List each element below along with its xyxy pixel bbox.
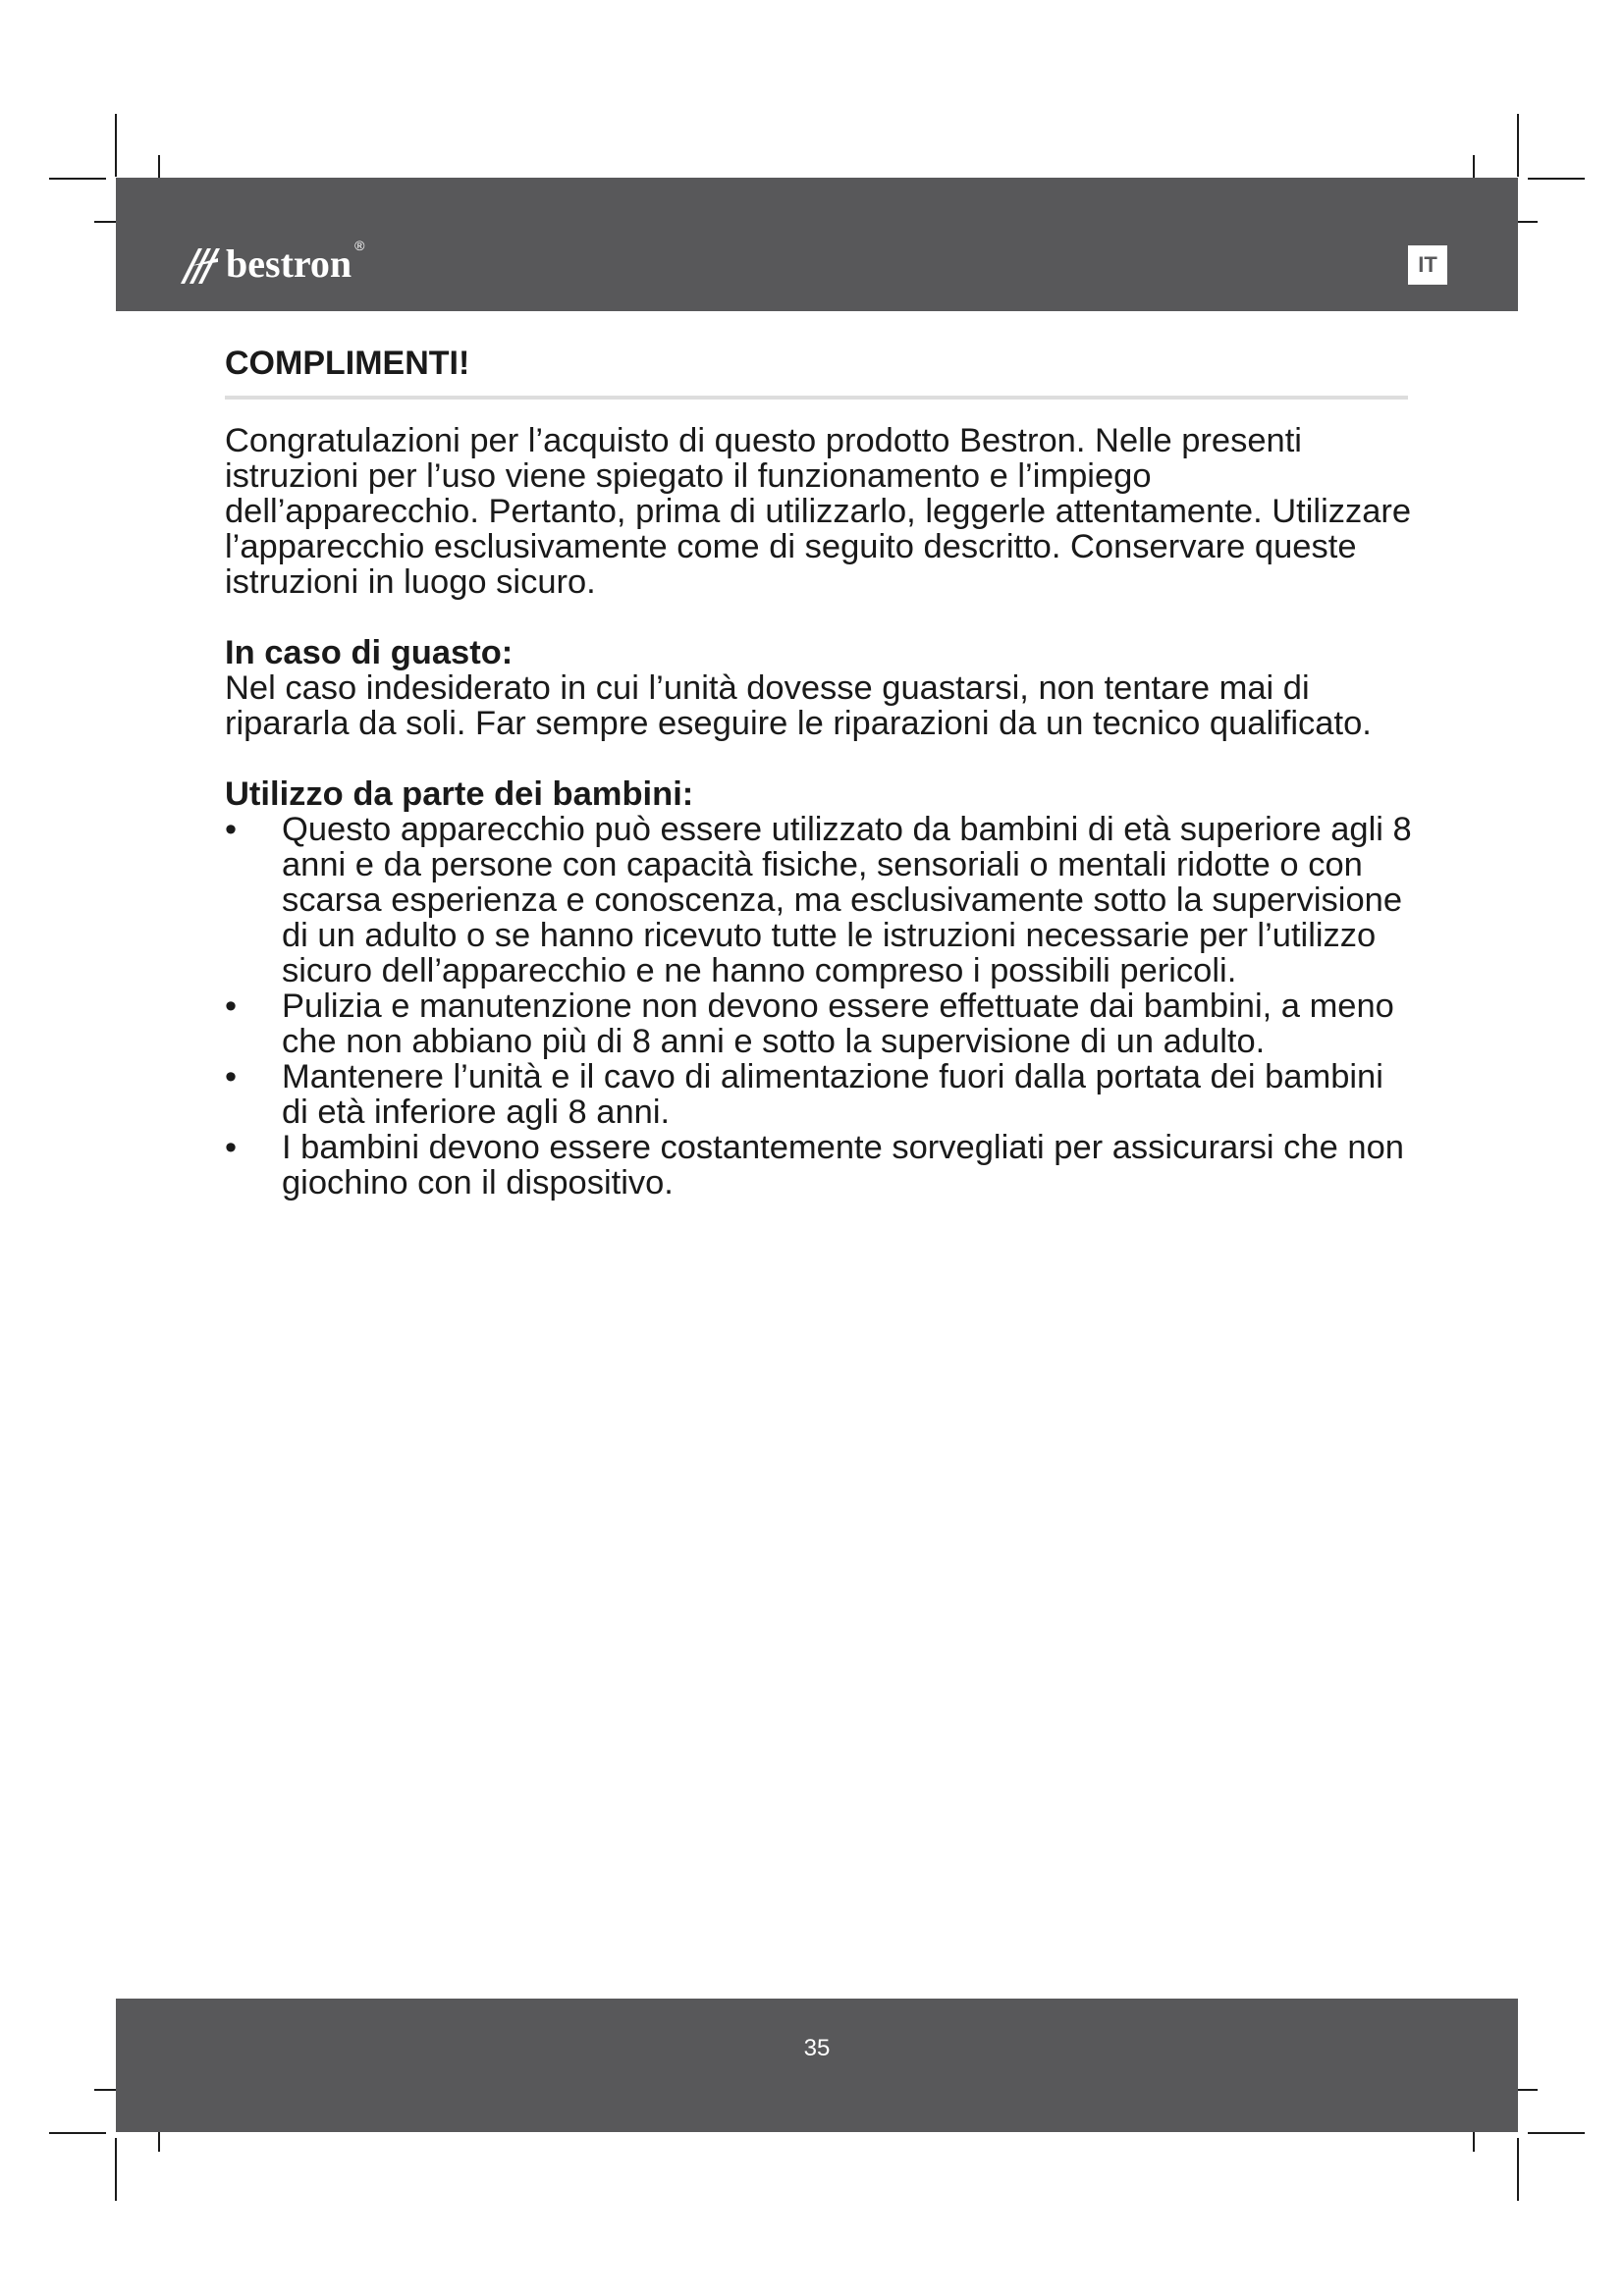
- main-content: [225, 344, 1413, 1201]
- list-item: [225, 1130, 1413, 1201]
- intro-paragraph: Congratulazioni per l’acquisto di questo prodotto Bestron. Nelle presenti istruzioni per l’uso viene spiegato il funzionamento e l’impiego dell’apparecchio. Pertanto, prima di utilizzarlo, leggerle attentamente. Utilizzare l’apparecchio esclusivamente come di seguito descritto. Conservare queste istruzioni in luogo sicuro.: [225, 422, 1412, 601]
- registered-mark: ®: [354, 238, 365, 253]
- crop-mark: [1528, 178, 1585, 180]
- children-heading: Utilizzo da parte dei bambini:: [225, 775, 694, 813]
- page-number: 35: [803, 2035, 831, 2061]
- crop-mark: [115, 114, 117, 177]
- crop-mark: [1528, 2132, 1585, 2134]
- crop-mark: [115, 2138, 117, 2201]
- children-section: [225, 776, 1413, 1201]
- crop-mark: [1517, 2138, 1519, 2201]
- failure-heading: In caso di guasto:: [225, 634, 514, 671]
- list-item-text: I bambini devono essere costantemente sorvegliati per assicurarsi che non giochino con il dispositivo.: [282, 1129, 1404, 1201]
- bullet-icon: •: [225, 811, 238, 848]
- bullet-icon: •: [225, 1129, 238, 1166]
- footer-bar: [116, 1999, 1518, 2132]
- header-bar: [116, 178, 1518, 311]
- list-item: [225, 812, 1413, 988]
- crop-mark: [1517, 114, 1519, 177]
- bullet-icon: •: [225, 988, 238, 1025]
- bullet-icon: •: [225, 1058, 238, 1095]
- failure-body: Nel caso indesiderato in cui l’unità dovesse guastarsi, non tentare mai di ripararla da soli. Far sempre eseguire le riparazioni da un tecnico qualificato.: [225, 669, 1372, 742]
- list-item-text: Mantenere l’unità e il cavo di alimentazione fuori dalla portata dei bambini di età inferiore agli 8 anni.: [282, 1058, 1383, 1131]
- failure-section: [225, 635, 1413, 741]
- list-item: [225, 1059, 1413, 1130]
- crop-mark: [49, 2132, 106, 2134]
- chevron-mark-icon: [181, 248, 220, 284]
- page-title: COMPLIMENTI!: [225, 345, 470, 382]
- list-item-text: Pulizia e manutenzione non devono essere effettuate dai bambini, a meno che non abbiano più di 8 anni e sotto la supervisione di un adulto.: [282, 988, 1394, 1060]
- crop-mark: [49, 178, 106, 180]
- children-list: [225, 812, 1413, 1201]
- title-divider: [225, 396, 1408, 400]
- brand-logo: [181, 240, 365, 284]
- language-badge: IT: [1408, 245, 1447, 285]
- list-item: [225, 988, 1413, 1059]
- brand-name: bestron: [226, 241, 352, 286]
- list-item-text: Questo apparecchio può essere utilizzato da bambini di età superiore agli 8 anni e da persone con capacità fisiche, sensoriali o mentali ridotte o con scarsa esperienza e conoscenza, ma esclusivamente sotto la supervisione di un adulto o se hanno ricevuto tutte le istruzioni necessarie per l’utilizzo sicuro dell’apparecchio e ne hanno compreso i possibili pericoli.: [282, 811, 1412, 989]
